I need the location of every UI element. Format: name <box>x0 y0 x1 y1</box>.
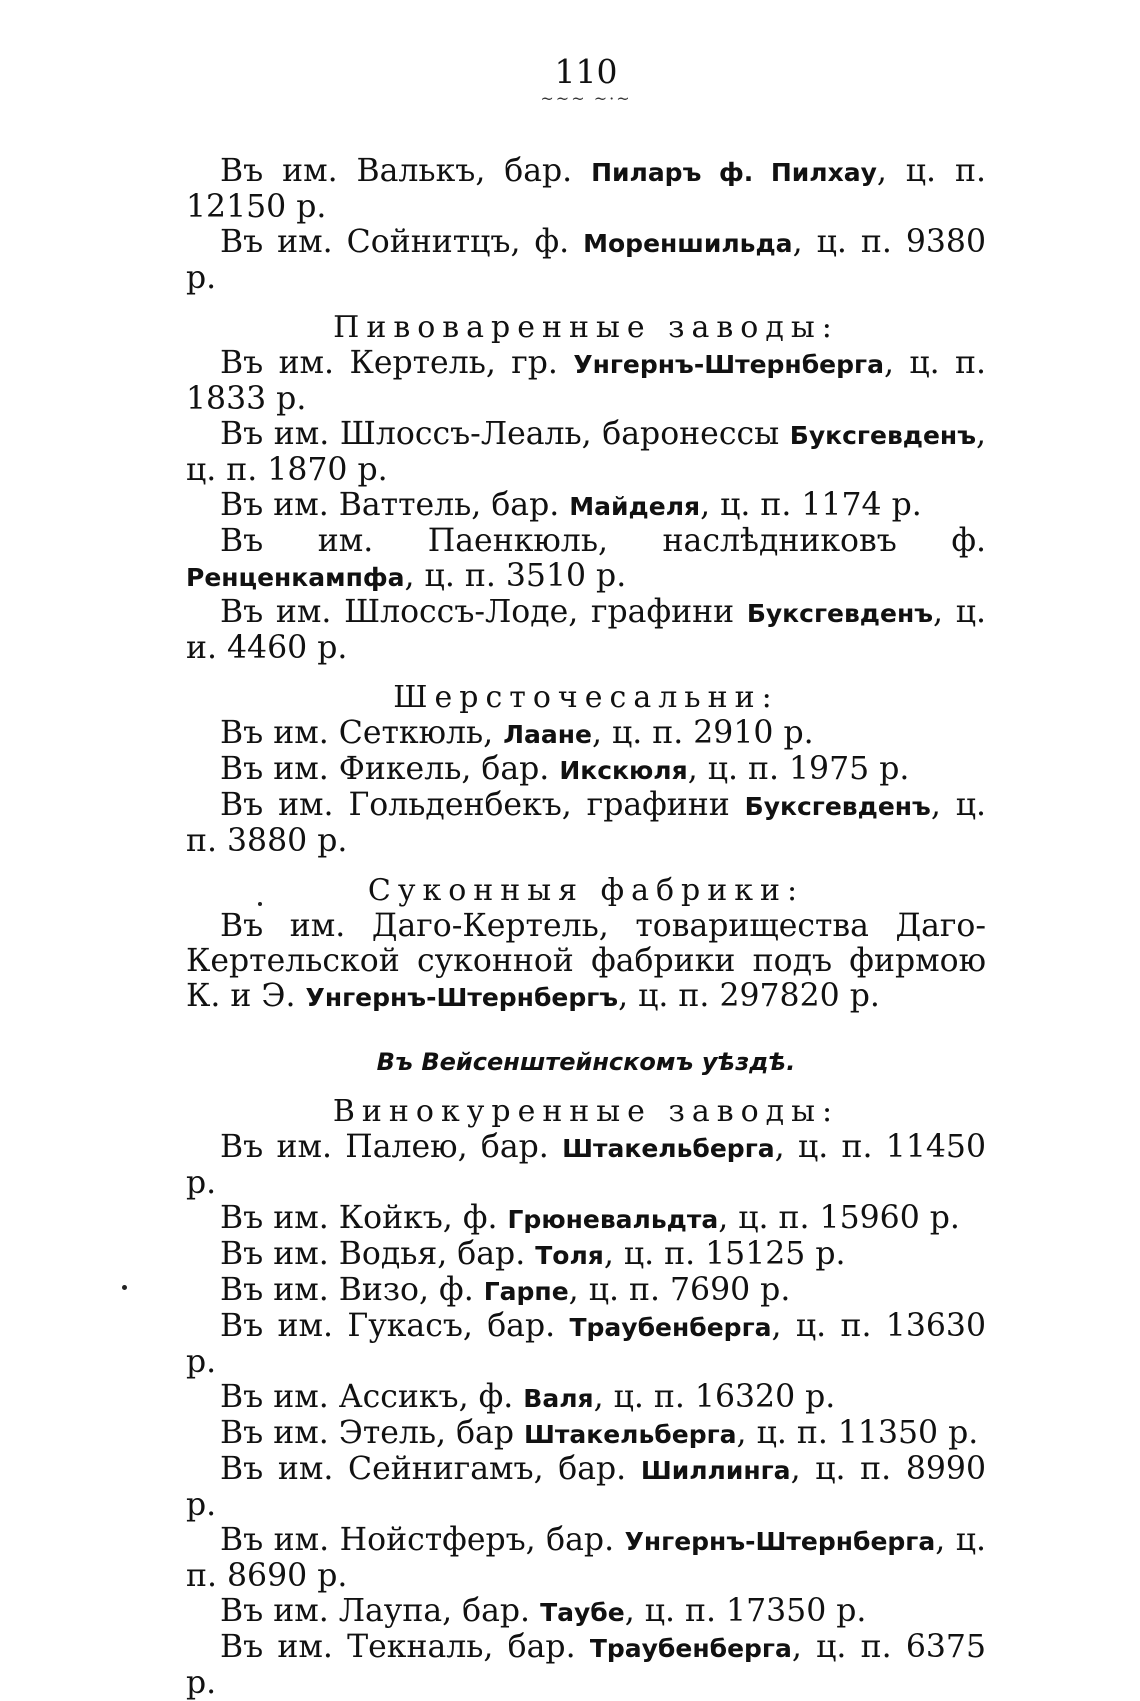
estate-entry <box>186 1630 986 1701</box>
district-heading: Въ Вейсенштейнскомъ уѣздѣ. <box>376 1048 796 1076</box>
owner-name: Штакельберга <box>562 1134 775 1163</box>
entry-text: , ц. п. 11350 р. <box>736 1415 979 1451</box>
estate-entry <box>186 1130 986 1201</box>
estate-entry <box>186 595 986 666</box>
owner-name: Грюневальдта <box>507 1205 719 1234</box>
entry-text: Въ им. Паенкюль, наслѣдниковъ ф. <box>220 523 986 559</box>
estate-entry <box>186 1201 986 1237</box>
page-content <box>186 154 986 1701</box>
owner-name: Шиллинга <box>640 1456 791 1485</box>
entry-text: Въ им. Валькъ, бар. <box>220 153 592 189</box>
owner-name: Унгернъ-Штернберга <box>573 350 884 379</box>
entry-text: Въ им. Текналь, бар. <box>220 1629 590 1665</box>
owner-name: Пиларъ ф. Пилхау <box>591 158 877 187</box>
text-column <box>186 0 986 1701</box>
entry-text: Въ им. Сейнигамъ, бар. <box>220 1451 641 1487</box>
entry-text: , ц. п. 13630 р. <box>186 1308 986 1380</box>
owner-name: Лаане <box>503 720 592 749</box>
ink-speck <box>258 902 262 906</box>
entry-text: , ц. п. 3510 р. <box>404 558 627 594</box>
estate-entry <box>186 1309 986 1380</box>
entry-text: Въ им. Гукасъ, бар. <box>220 1308 570 1344</box>
estate-entry <box>186 716 986 752</box>
estate-entry <box>186 154 986 225</box>
estate-entry <box>186 524 986 595</box>
entry-text: , ц. п. 3880 р. <box>186 787 987 859</box>
owner-name: Икскюля <box>559 756 688 785</box>
owner-name: Толя <box>535 1241 604 1270</box>
entry-text: , ц. п. 16320 р. <box>593 1379 836 1415</box>
section-heading: Винокуренные заводы: <box>332 1094 840 1129</box>
estate-entry <box>186 1237 986 1273</box>
entry-text: Въ им. Нойстферъ, бар. <box>220 1522 625 1558</box>
entry-text: Въ им. Даго-Кертель, товарищества Даго-Кертельской суконной фабрики подъ фирмою К. и Э. <box>186 908 986 1014</box>
estate-entry <box>186 1594 986 1630</box>
entry-text: , ц. п. 8690 р. <box>186 1522 987 1594</box>
entry-text: Въ им. Сойнитцъ, ф. <box>220 224 584 260</box>
entry-text: Въ им. Сеткюль, <box>220 715 504 751</box>
entry-text: Въ им. Кертель, гр. <box>220 345 574 381</box>
entry-text: , ц. п. 15125 р. <box>603 1236 846 1272</box>
estate-entry <box>186 225 986 296</box>
entry-text: Въ им. Визо, ф. <box>220 1272 484 1308</box>
entry-text: Въ им. Палею, бар. <box>220 1129 563 1165</box>
entry-text: , ц. п. 11450 р. <box>186 1129 986 1201</box>
owner-name: Унгернъ-Штернбергъ <box>305 983 619 1012</box>
owner-name: Ренценкампфа <box>186 563 405 592</box>
entry-text: , ц. п. 1833 р. <box>186 345 986 417</box>
owner-name: Траубенберга <box>569 1313 772 1342</box>
estate-entry <box>186 1416 986 1452</box>
entry-text: , ц. и. 4460 р. <box>186 594 987 666</box>
entry-text: Въ им. Ассикъ, ф. <box>220 1379 524 1415</box>
entry-text: , ц. п. 2910 р. <box>591 715 814 751</box>
ornament: ~~~ ~·~ <box>540 89 632 108</box>
owner-name: Майделя <box>569 492 701 521</box>
estate-entry <box>186 1273 986 1309</box>
owner-name: Таубе <box>540 1598 625 1627</box>
owner-name: Гарпе <box>483 1277 569 1306</box>
entry-text: Въ им. Шлоссъ-Леаль, баронессы <box>220 416 790 452</box>
entry-text: Въ им. Гольденбекъ, графини <box>220 787 745 823</box>
owner-name: Штакельберга <box>524 1420 737 1449</box>
entry-text: , ц. п. 6375 р. <box>186 1629 986 1701</box>
entry-text: , ц. п. 1870 р. <box>186 416 986 488</box>
owner-name: Буксгевденъ <box>744 792 931 821</box>
entry-text: , ц. п. 7690 р. <box>568 1272 791 1308</box>
owner-name: Буксгевденъ <box>746 599 934 628</box>
entry-text: , ц. п. 1975 р. <box>687 751 910 787</box>
ink-speck <box>122 1285 127 1290</box>
estate-entry <box>186 909 986 1015</box>
entry-text: Въ им. Шлоссъ-Лоде, графини <box>220 594 747 630</box>
entry-text: , ц. п. 9380 р. <box>186 224 986 296</box>
entry-text: Въ им. Этель, бар <box>220 1415 525 1451</box>
estate-entry <box>186 1523 986 1594</box>
page-number: 110 <box>554 52 618 91</box>
section-heading: Шерсточесальни: <box>393 680 779 715</box>
owner-name: Валя <box>523 1384 594 1413</box>
entry-text: Въ им. Лаупа, бар. <box>220 1593 541 1629</box>
entry-text: , ц. п. 17350 р. <box>624 1593 867 1629</box>
estate-entry <box>186 1452 986 1523</box>
entry-text: , ц. п. 8990 р. <box>186 1451 986 1523</box>
entry-text: Въ им. Водья, бар. <box>220 1236 536 1272</box>
entry-text: , ц. п. 297820 р. <box>618 978 880 1014</box>
entry-text: , ц. п. 15960 р. <box>718 1200 960 1236</box>
owner-name: Траубенберга <box>589 1634 792 1663</box>
section-heading: Пивоваренные заводы: <box>333 310 839 345</box>
estate-entry <box>186 417 986 488</box>
owner-name: Мореншильда <box>583 229 793 258</box>
estate-entry <box>186 752 986 788</box>
estate-entry <box>186 346 986 417</box>
estate-entry <box>186 1380 986 1416</box>
section-heading: Суконныя фабрики: <box>367 873 805 908</box>
estate-entry <box>186 488 986 524</box>
entry-text: , ц. п. 12150 р. <box>186 153 986 225</box>
entry-text: Въ им. Фикель, бар. <box>220 751 560 787</box>
entry-text: Въ им. Койкъ, ф. <box>220 1200 508 1236</box>
estate-entry <box>186 788 986 859</box>
entry-text: Въ им. Ваттель, бар. <box>220 487 570 523</box>
owner-name: Буксгевденъ <box>789 421 976 450</box>
owner-name: Унгернъ-Штернберга <box>624 1527 936 1556</box>
entry-text: , ц. п. 1174 р. <box>700 487 922 523</box>
